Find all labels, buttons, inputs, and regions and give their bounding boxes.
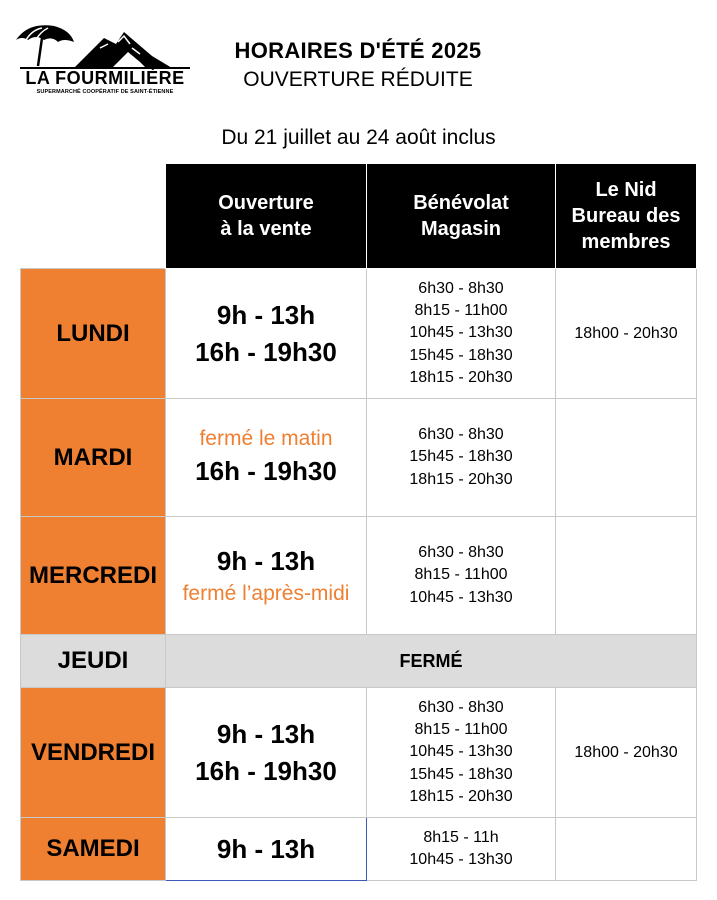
table-row (21, 269, 697, 399)
opening-hours-lundi: 9h - 13h 16h - 19h30 (166, 269, 367, 399)
day-label-mardi: MARDI (21, 399, 166, 517)
volunteer-slots-vendredi: 6h30 - 8h30 8h15 - 11h00 10h45 - 13h30 15h45 - 18h30 18h15 - 20h30 (367, 688, 556, 818)
table-row (21, 688, 697, 818)
volunteer-slots-lundi: 6h30 - 8h30 8h15 - 11h00 10h45 - 13h30 15h45 - 18h30 18h15 - 20h30 (367, 269, 556, 399)
column-header-volunteer: Bénévolat Magasin (367, 164, 556, 269)
day-label-vendredi: VENDREDI (21, 688, 166, 818)
table-corner (21, 164, 166, 269)
day-label-mercredi: MERCREDI (21, 517, 166, 635)
opening-hours-vendredi: 9h - 13h 16h - 19h30 (166, 688, 367, 818)
logo-tagline: SUPERMARCHÉ COOPÉRATIF DE SAINT-ÉTIENNE (36, 89, 174, 95)
nid-hours-lundi: 18h00 - 20h30 (556, 269, 697, 399)
nid-hours-samedi (556, 818, 697, 881)
volunteer-slots-mardi: 6h30 - 8h30 15h45 - 18h30 18h15 - 20h30 (367, 399, 556, 517)
table-row (21, 399, 697, 517)
opening-hours-mercredi: 9h - 13h fermé l’après-midi (166, 517, 367, 635)
logo-icon (12, 18, 198, 70)
page-title: HORAIRES D'ÉTÉ 2025 (234, 38, 482, 63)
date-range: Du 21 juillet au 24 août inclus (221, 126, 496, 149)
schedule-table (20, 163, 697, 881)
opening-hours-samedi: 9h - 13h (166, 818, 367, 881)
day-label-samedi: SAMEDI (21, 818, 166, 881)
day-label-lundi: LUNDI (21, 269, 166, 399)
table-row (21, 635, 697, 688)
nid-hours-vendredi: 18h00 - 20h30 (556, 688, 697, 818)
page-subtitle: OUVERTURE RÉDUITE (243, 68, 473, 91)
opening-hours-mardi: fermé le matin 16h - 19h30 (166, 399, 367, 517)
column-header-opening: Ouverture à la vente (166, 164, 367, 269)
table-row (21, 517, 697, 635)
volunteer-slots-mercredi: 6h30 - 8h30 8h15 - 11h00 10h45 - 13h30 (367, 517, 556, 635)
nid-hours-mercredi (556, 517, 697, 635)
table-row (21, 818, 697, 881)
volunteer-slots-samedi: 8h15 - 11h 10h45 - 13h30 (367, 818, 556, 881)
day-label-jeudi: JEUDI (21, 635, 166, 688)
closed-label-jeudi: FERMÉ (166, 635, 697, 688)
logo (12, 18, 198, 100)
column-header-nid: Le Nid Bureau des membres (556, 164, 697, 269)
nid-hours-mardi (556, 399, 697, 517)
logo-name: LA FOURMILIÈRE (25, 68, 185, 88)
table-header-row (21, 164, 697, 269)
